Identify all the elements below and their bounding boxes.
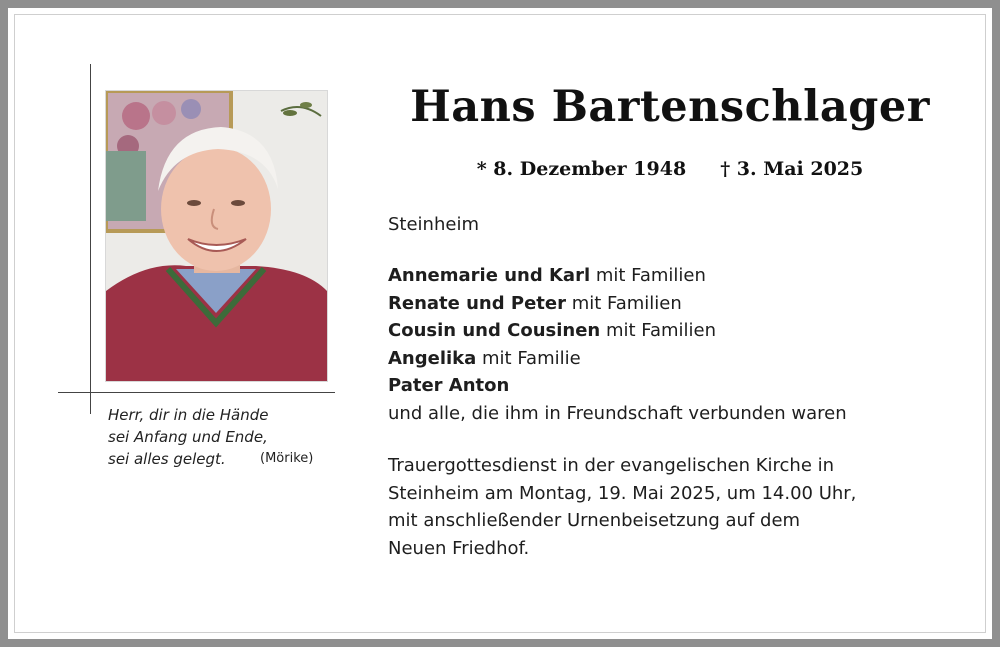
mourner-line: Pater Anton — [388, 375, 510, 396]
mourner-line: Annemarie und Karl mit Familien — [388, 265, 706, 286]
deceased-name: Hans Bartenschlager — [410, 82, 930, 132]
mourner-line: Renate und Peter mit Familien — [388, 292, 682, 314]
place: Steinheim — [388, 214, 479, 235]
quote-block — [108, 404, 338, 470]
life-dates — [380, 158, 960, 180]
service-info — [388, 452, 968, 562]
service-line: mit anschließender Urnenbeisetzung auf dem — [388, 510, 801, 531]
vertical-divider — [90, 64, 91, 414]
service-line: Trauergottesdienst in der evangelischen Kirche in — [388, 455, 835, 476]
mourner-line: Angelika mit Familie — [388, 347, 581, 369]
quote-line: sei alles gelegt. — [108, 450, 226, 468]
quote-line: Herr, dir in die Hände — [108, 406, 269, 424]
obituary-card — [8, 8, 992, 639]
service-line: Neuen Friedhof. — [388, 537, 530, 559]
mourners-list — [388, 262, 968, 427]
horizontal-divider — [58, 392, 335, 393]
birth-date: * 8. Dezember 1948 — [476, 158, 687, 180]
quote-line: sei Anfang und Ende, — [108, 428, 268, 446]
quote-author: (Mörike) — [260, 451, 314, 466]
mourners-closing: und alle, die ihm in Freundschaft verbunden waren — [388, 402, 847, 424]
service-line: Steinheim am Montag, 19. Mai 2025, um 14.00 Uhr, — [388, 482, 857, 504]
portrait-image — [106, 91, 327, 381]
mourner-line: Cousin und Cousinen mit Familien — [388, 320, 717, 341]
death-date: † 3. Mai 2025 — [720, 158, 864, 180]
portrait-photo — [105, 90, 328, 382]
